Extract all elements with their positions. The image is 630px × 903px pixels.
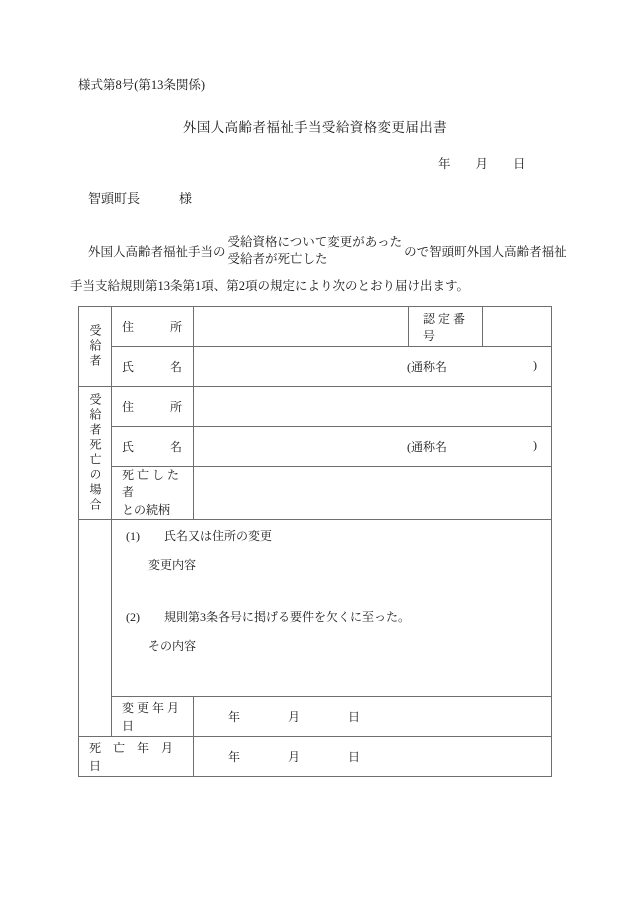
label-change-date <box>112 697 194 737</box>
table-row-recipient-address <box>79 307 552 347</box>
table-row-change-date <box>79 697 552 737</box>
label-recipient-address-text: 住 所 <box>122 319 183 334</box>
label-deceased-relation-line1: 死 亡 し た 者 <box>122 468 180 500</box>
change-item-1-sub: 変更内容 <box>148 558 197 573</box>
label-deceased-name <box>112 427 194 467</box>
label-deceased-relation-line2: との続柄 <box>122 502 171 517</box>
field-change-items[interactable] <box>112 520 552 697</box>
table-row-deceased-name <box>79 427 552 467</box>
field-death-date-value: 年 月 日 <box>228 750 361 765</box>
deceased-alias-open: (通称名 <box>407 440 447 454</box>
table-row-change-items <box>79 520 552 697</box>
body-tail-text: ので智頭町外国人高齢者福祉 <box>404 244 567 259</box>
body-choice-change: 受給資格について変更があった <box>227 235 403 249</box>
label-death-date-text: 死 亡 年 月 日 <box>89 740 186 773</box>
field-cert-number[interactable] <box>483 307 552 347</box>
label-death-date <box>79 737 194 777</box>
change-item-1-head: (1) 氏名又は住所の変更 <box>126 529 272 544</box>
label-deceased-relation-text <box>112 467 193 519</box>
label-deceased-name-text: 氏 名 <box>122 439 183 454</box>
addressee-line: 智頭町長 様 <box>88 191 193 206</box>
field-change-date-value: 年 月 日 <box>228 710 361 725</box>
table-row-recipient-name <box>79 347 552 387</box>
label-deceased-address-text: 住 所 <box>122 399 183 414</box>
label-recipient-name <box>112 347 194 387</box>
side-label-deceased <box>79 387 112 520</box>
body-choice-stack <box>226 234 405 268</box>
label-cert-number-text: 認 定 番 号 <box>423 311 466 343</box>
field-deceased-name[interactable] <box>194 427 552 467</box>
change-item-2-writing-space[interactable] <box>126 655 551 675</box>
deceased-alias-close: ) <box>533 438 537 452</box>
body-lead-text: 外国人高齢者福祉手当の <box>88 244 226 259</box>
field-deceased-relation[interactable] <box>194 467 552 520</box>
deceased-alias-group <box>194 438 551 455</box>
field-deceased-address[interactable] <box>194 387 552 427</box>
change-item-2-sub: その内容 <box>148 639 197 654</box>
field-recipient-name[interactable] <box>194 347 552 387</box>
recipient-alias-open: (通称名 <box>407 360 447 374</box>
field-death-date[interactable] <box>194 737 552 777</box>
table-row-deceased-relation <box>79 467 552 520</box>
table-row-death-date <box>79 737 552 777</box>
label-change-date-text: 変 更 年 月 日 <box>122 700 180 733</box>
label-deceased-address <box>112 387 194 427</box>
label-cert-number <box>409 307 483 347</box>
deceased-alias-gap <box>447 438 533 455</box>
side-label-deceased-text: 受給者死亡の場合 <box>88 393 102 514</box>
form-number: 様式第8号(第13条関係) <box>78 78 206 92</box>
label-recipient-address <box>112 307 194 347</box>
table-row-deceased-address <box>79 387 552 427</box>
page-title: 外国人高齢者福祉手当受給資格変更届出書 <box>182 120 448 135</box>
side-label-recipient-text: 受給者 <box>88 324 102 369</box>
change-item-2-head: (2) 規則第3条各号に掲げる要件を欠くに至った。 <box>126 610 410 625</box>
submission-date-line: 年 月 日 <box>438 157 526 171</box>
side-label-items-empty <box>79 520 112 737</box>
recipient-alias-group <box>194 358 551 375</box>
body-choice-death: 受給者が死亡した <box>227 251 328 266</box>
label-deceased-relation <box>112 467 194 520</box>
change-item-1-writing-space[interactable] <box>126 574 551 608</box>
recipient-alias-close: ) <box>533 358 537 372</box>
change-items-list <box>112 520 551 682</box>
label-recipient-name-text: 氏 名 <box>122 359 183 374</box>
body-paragraph <box>78 234 567 268</box>
side-label-recipient <box>79 307 112 387</box>
recipient-alias-gap <box>447 358 533 375</box>
field-change-date[interactable] <box>194 697 552 737</box>
body-paragraph-line2: 手当支給規則第13条第1項、第2項の規定により次のとおり届け出ます。 <box>70 279 470 293</box>
form-table <box>78 306 552 777</box>
field-recipient-address[interactable] <box>194 307 409 347</box>
